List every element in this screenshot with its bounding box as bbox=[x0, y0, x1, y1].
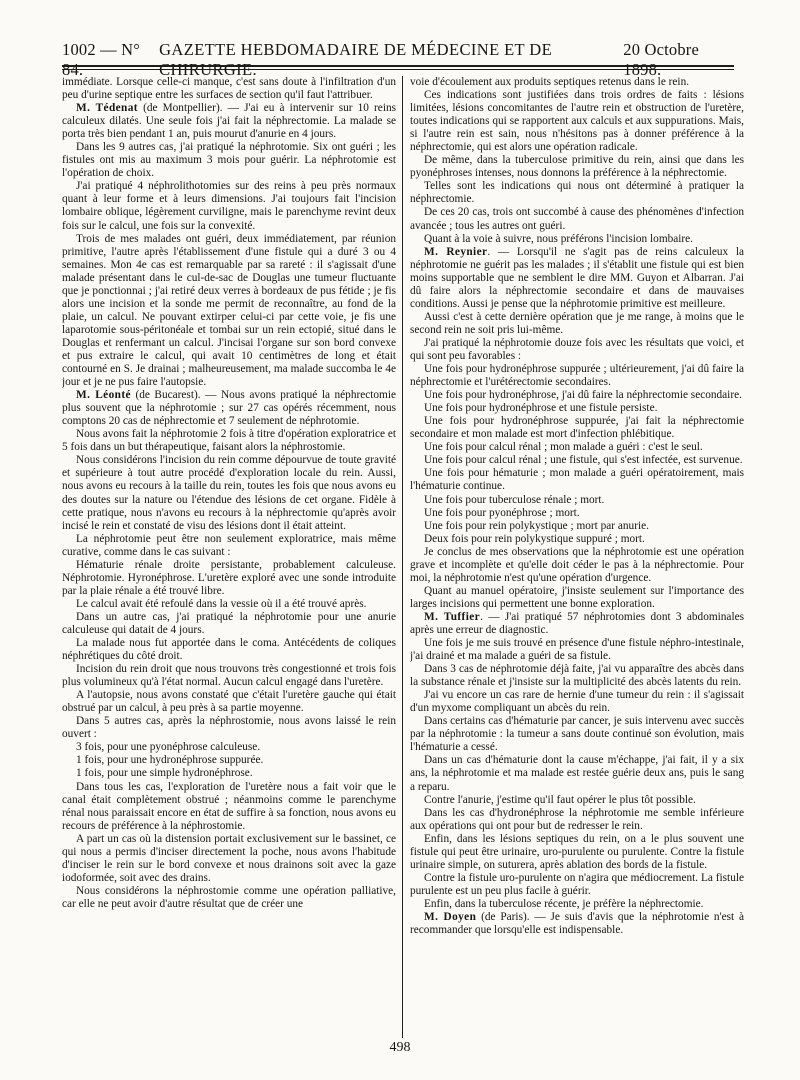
paragraph bbox=[410, 389, 744, 402]
paragraph bbox=[410, 911, 744, 937]
paragraph-text: Dans 5 autres cas, après la néphrostomie, nous avons laissé le rein ouvert : bbox=[62, 715, 396, 741]
paragraph-text: Deux fois pour rein polykystique suppuré ; mort. bbox=[424, 532, 645, 545]
paragraph-text: Incision du rein droit que nous trouvons très congestionné et trois fois plus volumineux qu'à l'état normal. Aucun calcul engagé dans l'uretère. bbox=[62, 663, 396, 689]
paragraph-text: De même, dans la tuberculose primitive du rein, ainsi que dans les pyonéphroses intenses, nous donnons la préférence à la néphrectomie. bbox=[410, 154, 744, 180]
paragraph bbox=[62, 781, 396, 833]
paragraph bbox=[62, 533, 396, 559]
paragraph bbox=[62, 754, 396, 767]
paragraph bbox=[410, 794, 744, 807]
paragraph-text: Nous considérons l'incision du rein comme dépourvue de toute gravité et supérieure à tout autre procédé d'exploration locale du rein. Aussi, nous avons eu recours à la taille du rein, toutes les fois que nous avons eu des doutes sur la nature ou l'étendue des lésions de cet organe. Fidèle à cette pratique, nous n'avons eu recours à la néphrectomie qu'après avoir incisé le rein et constaté de visu des lésions dont il était atteint. bbox=[62, 454, 396, 532]
paragraph bbox=[62, 233, 396, 390]
paragraph bbox=[410, 441, 744, 454]
paragraph bbox=[62, 141, 396, 180]
paragraph-text: voie d'écoulement aux produits septiques retenus dans le rein. bbox=[410, 76, 690, 88]
paragraph bbox=[410, 454, 744, 467]
paragraph-text: Une fois pour hématurie ; mon malade a guéri opératoirement, mais l'hématurie continue. bbox=[410, 467, 744, 493]
paragraph bbox=[62, 689, 396, 715]
paragraph-text: Une fois pour hydronéphrose suppurée, j'ai fait la néphrectomie secondaire et mon malade est mort d'infection phlébitique. bbox=[410, 415, 744, 441]
paragraph-text: A part un cas où la distension portait exclusivement sur le bassinet, ce qui nous a permis d'inciser directement la poche, nous avons l'habitude d'inciser le rein sur le bord convexe et nous drainons soit avec la gaze iodoformée, soit avec des drains. bbox=[62, 832, 396, 884]
paragraph-text: Enfin, dans la tuberculose récente, je préfère la néphrectomie. bbox=[424, 897, 704, 910]
paragraph-text: J'ai vu encore un cas rare de hernie d'une tumeur du rein : il s'agissait d'un myxome compliquant un abcès du rein. bbox=[410, 689, 744, 715]
paragraph-text: . — Lorsqu'il ne s'agit pas de reins calculeux la néphrotomie ne guérit pas les malades ; il s'établit une fistule qui est bien moins supportable que ne semblent le dire MM. Guyon et Albarran. J'ai dû faire alors la néphrectomie secondaire et dans de mauvaises conditions. Aussi je pense que la néphrotomie primitive est meilleure. bbox=[410, 245, 744, 310]
paragraph-text: Dans 3 cas de néphrotomie déjà faite, j'ai vu apparaître des abcès dans la substance rénale et j'insiste sur la multiplicité des abcès latents du rein. bbox=[410, 663, 744, 689]
paragraph-text: Une fois pour rein polykystique ; mort par anurie. bbox=[424, 519, 649, 532]
paragraph-text: La néphrotomie peut être non seulement exploratrice, mais même curative, comme dans le cas suivant : bbox=[62, 532, 396, 558]
paragraph bbox=[62, 180, 396, 232]
paragraph bbox=[410, 311, 744, 337]
paragraph-text: Dans les 9 autres cas, j'ai pratiqué la néphrotomie. Six ont guéri ; les fistules ont mis au maximum 3 mois pour guérir. La néphrotomie est l'opération de choix. bbox=[62, 141, 396, 180]
paragraph bbox=[62, 741, 396, 754]
paragraph-text: . — J'ai pratiqué 57 néphrotomies dont 3 abdominales après une erreur de diagnostic. bbox=[410, 610, 744, 636]
paragraph-text: Contre l'anurie, j'estime qu'il faut opérer le plus tôt possible. bbox=[424, 793, 696, 806]
paragraph-text: Telles sont les indications qui nous ont déterminé à pratiquer la néphrectomie. bbox=[410, 180, 744, 206]
paragraph-text: La malade nous fut apportée dans le coma. Antécédents de coliques néphrétiques du côté droit. bbox=[62, 637, 396, 663]
paragraph bbox=[410, 89, 744, 154]
paragraph-text: De ces 20 cas, trois ont succombé à cause des phénomènes d'infection avancée ; tous les autres ont guéri. bbox=[410, 206, 744, 232]
paragraph-text: Nous considérons la néphrostomie comme une opération palliative, car elle ne peut avoir d'autre résultat que de créer une bbox=[62, 884, 396, 910]
paragraph-text: 1 fois, pour une hydronéphrose suppurée. bbox=[76, 754, 264, 767]
paragraph bbox=[410, 898, 744, 911]
paragraph-text: A l'autopsie, nous avons constaté que c'était l'uretère gauche qui était obstrué par un calcul, à peu près à sa partie moyenne. bbox=[62, 689, 396, 715]
paragraph-text: Une fois pour hydronéphrose, j'ai dû faire la néphrectomie secondaire. bbox=[424, 389, 742, 402]
paragraph bbox=[62, 428, 396, 454]
paragraph bbox=[410, 872, 744, 898]
paragraph-text: Nous avons fait la néphrotomie 2 fois à titre d'opération exploratrice et 5 fois dans un but thérapeutique, faisant alors la néphrostomie. bbox=[62, 428, 396, 454]
running-header bbox=[62, 40, 734, 79]
paragraph-text: (de Montpellier). — J'ai eu à intervenir sur 10 reins calculeux dilatés. Une seule fois j'ai fait la néphrectomie. La malade se porta très bien pendant 1 an, puis mourut d'anurie en 4 jours. bbox=[62, 102, 396, 141]
paragraph-text: Trois de mes malades ont guéri, deux immédiatement, par réunion primitive, l'autre après l'établissement d'une fistule qui a duré 3 ou 4 semaines. Mon 4e cas est remarquable par sa rareté : il s'agissait d'une malade présentant dans le cul-de-sac de Douglas une tumeur fluctuante que je ponctionnai ; j'ai retiré deux verres à bordeaux de pus fétide ; je fis alors une incision et la sonde me permit de reconnaître, au fond de la plaie, un calcul. Ne pouvant extirper celui-ci par cette voie, je fis une laparotomie sous-péritonéale et tombai sur un rein ectopié, situé dans le Douglas et renfermant un calcul. J'incisai l'organe sur son bord convexe et pus extraire le calcul, qui avait 10 centimètres de long et était contourné en S. Je drainai ; malheureusement, ma malade succomba le 4e jour et je ne pus faire l'autopsie. bbox=[62, 232, 396, 389]
paragraph-text: 1 fois, pour une simple hydronéphrose. bbox=[76, 767, 253, 780]
paragraph bbox=[62, 389, 396, 428]
paragraph bbox=[410, 206, 744, 232]
paragraph bbox=[62, 102, 396, 141]
speaker-name: M. Tuffier bbox=[424, 610, 481, 623]
paragraph-text: Contre la fistule uro-purulente on n'agira que médiocrement. La fistule purulente est un peu plus facile à guérir. bbox=[410, 871, 744, 897]
paragraph bbox=[410, 154, 744, 180]
paragraph-text: J'ai pratiqué 4 néphrolithotomies sur des reins à peu près normaux quant à leur forme et à leurs dimensions. J'ai toujours fait l'incision lombaire oblique, légèrement curviligne, mais le parenchyme revint deux fois sur le calcul, une fois sur la convexité. bbox=[62, 180, 396, 232]
paragraph bbox=[62, 76, 396, 102]
paragraph bbox=[410, 494, 744, 507]
paragraph bbox=[410, 337, 744, 363]
paragraph bbox=[62, 833, 396, 885]
paragraph-text: Dans certains cas d'hématurie par cancer, je suis intervenu avec succès par la néphrotomie : la tumeur a sans doute continué son évolution, mais l'hématurie a cessé. bbox=[410, 715, 744, 754]
paragraph bbox=[410, 507, 744, 520]
paragraph bbox=[410, 363, 744, 389]
paragraph-text: Hématurie rénale droite persistante, probablement calculeuse. Néphrotomie. Hyronéphrose. L'uretère exploré avec une sonde introduite par la plaie rénale a été trouvé libre. bbox=[62, 558, 396, 597]
paragraph-text: Dans les cas d'hydronéphrose la néphrotomie me semble inférieure aux opérations qui ont pour but de redresser le rein. bbox=[410, 806, 744, 832]
paragraph bbox=[62, 767, 396, 780]
paragraph-text: immédiate. Lorsque celle-ci manque, c'est sans doute à l'infiltration d'un peu d'urine septique entre les surfaces de section qu'il faut l'attribuer. bbox=[62, 76, 396, 102]
paragraph-text: Aussi c'est à cette dernière opération que je me range, à moins que le second rein ne soit pris lui-même. bbox=[410, 310, 744, 336]
paragraph bbox=[62, 885, 396, 911]
paragraph bbox=[62, 598, 396, 611]
paragraph-text: (de Paris). — Je suis d'avis que la néphrotomie n'est à recommander que lorsqu'elle est indispensable. bbox=[410, 911, 744, 937]
paragraph-text: Ces indications sont justifiées dans trois ordres de faits : lésions limitées, lésions concomitantes de l'autre rein et obstruction de l'uretère, toutes indications qui se rapportent aux calculs et aux suppurations. Mais, si l'autre rein est sain, nous n'hésitons pas à donner préférence à la néphrectomie, qui est alors une opération radicale. bbox=[410, 89, 744, 154]
paragraph bbox=[410, 637, 744, 663]
paragraph-text: Une fois pour tuberculose rénale ; mort. bbox=[424, 493, 605, 506]
paragraph bbox=[410, 585, 744, 611]
left-column bbox=[62, 76, 396, 1041]
paragraph bbox=[410, 533, 744, 546]
paragraph-text: Je conclus de mes observations que la néphrotomie est une opération grave et incomplète et qu'elle doit céder le pas à la néphrectomie. Pour moi, la néphrotomie n'est qu'une opération d'urgence. bbox=[410, 545, 744, 584]
journal-title: GAZETTE HEBDOMADAIRE DE MÉDECINE ET DE CHIRURGIE. bbox=[159, 40, 553, 79]
paragraph-text: Une fois pour hydronéphrose suppurée ; ultérieurement, j'ai dû faire la néphrectomie et l'urétérectomie secondaires. bbox=[410, 363, 744, 389]
paragraph-text: Une fois pour calcul rénal ; mon malade a guéri : c'est le seul. bbox=[424, 441, 703, 454]
paragraph bbox=[62, 663, 396, 689]
paragraph-text: Dans un cas d'hématurie dont la cause m'échappe, j'ai fait, il y a six ans, la néphrotomie et ma malade est restée guérie deux ans, puis le sang a reparu. bbox=[410, 754, 744, 793]
issue-date: 20 Octobre 1898. bbox=[623, 40, 700, 79]
paragraph bbox=[410, 520, 744, 533]
paragraph-text: Une fois pour pyonéphrose ; mort. bbox=[424, 506, 580, 519]
speaker-name: M. Reynier bbox=[424, 245, 488, 258]
paragraph bbox=[410, 807, 744, 833]
paragraph bbox=[410, 546, 744, 585]
speaker-name: M. Doyen bbox=[424, 911, 477, 923]
paragraph-text: Dans un autre cas, j'ai pratiqué la néphrotomie pour une anurie calculeuse qui datait de 4 jours. bbox=[62, 610, 396, 636]
paragraph bbox=[410, 715, 744, 754]
paragraph bbox=[410, 689, 744, 715]
issue-number: 1002 — N° 84. bbox=[62, 40, 141, 79]
paragraph bbox=[410, 611, 744, 637]
paragraph bbox=[62, 715, 396, 741]
paragraph-text: (de Bucarest). — Nous avons pratiqué la néphrectomie plus souvent que la néphrotomie ; sur 27 cas opérés récemment, nous comptons 20 cas de néphrectomie et 7 seulement de néphrotomie. bbox=[62, 389, 396, 428]
paragraph bbox=[62, 559, 396, 598]
paragraph bbox=[62, 454, 396, 532]
paragraph bbox=[410, 180, 744, 206]
paragraph bbox=[410, 833, 744, 872]
paragraph bbox=[410, 467, 744, 493]
paragraph bbox=[410, 663, 744, 689]
paragraph bbox=[62, 611, 396, 637]
paragraph-text: Dans tous les cas, l'exploration de l'uretère nous a fait voir que le canal était complètement obstrué ; néanmoins comme le parenchyme rénal nous paraissait encore en état de suffire à sa fonction, nous avons eu recours de préférence à la néphrostomie. bbox=[62, 780, 396, 832]
paragraph bbox=[410, 246, 744, 311]
paragraph bbox=[410, 402, 744, 415]
paragraph bbox=[62, 637, 396, 663]
speaker-name: M. Léonté bbox=[76, 389, 131, 402]
paragraph-text: Enfin, dans les lésions septiques du rein, on a le plus souvent une fistule qui peut être urinaire, uro-purulente ou purulente. Contre la fistule urinaire simple, on suturera, après ablation des bords de la fistule. bbox=[410, 832, 744, 871]
header-rule bbox=[62, 65, 734, 67]
paragraph bbox=[410, 233, 744, 246]
right-column bbox=[410, 76, 744, 1041]
paragraph-text: J'ai pratiqué la néphrotomie douze fois avec les résultats que voici, et qui sont peu favorables : bbox=[410, 336, 744, 362]
header-rule-thin bbox=[62, 69, 734, 70]
paragraph-text: Une fois je me suis trouvé en présence d'une fistule néphro-intestinale, j'ai drainé et ma malade a guéri de sa fistule. bbox=[410, 637, 744, 663]
paragraph-text: 3 fois, pour une pyonéphrose calculeuse. bbox=[76, 741, 261, 754]
paragraph-text: Quant à la voie à suivre, nous préférons l'incision lombaire. bbox=[424, 232, 694, 245]
paragraph bbox=[410, 754, 744, 793]
paragraph-text: Une fois pour hydronéphrose et une fistule persiste. bbox=[424, 402, 658, 415]
paragraph-text: Quant au manuel opératoire, j'insiste seulement sur l'importance des larges incisions qui permettent une bonne exploration. bbox=[410, 584, 744, 610]
speaker-name: M. Tédenat bbox=[76, 102, 138, 115]
column-divider bbox=[402, 76, 403, 1038]
page-number: 498 bbox=[389, 1040, 411, 1055]
paragraph bbox=[410, 415, 744, 441]
paragraph-text: Le calcul avait été refoulé dans la vessie où il a été trouvé après. bbox=[76, 597, 367, 610]
paragraph bbox=[410, 76, 744, 89]
paragraph-text: Une fois pour calcul rénal ; une fistule, qui s'est infectée, est survenue. bbox=[424, 454, 743, 467]
